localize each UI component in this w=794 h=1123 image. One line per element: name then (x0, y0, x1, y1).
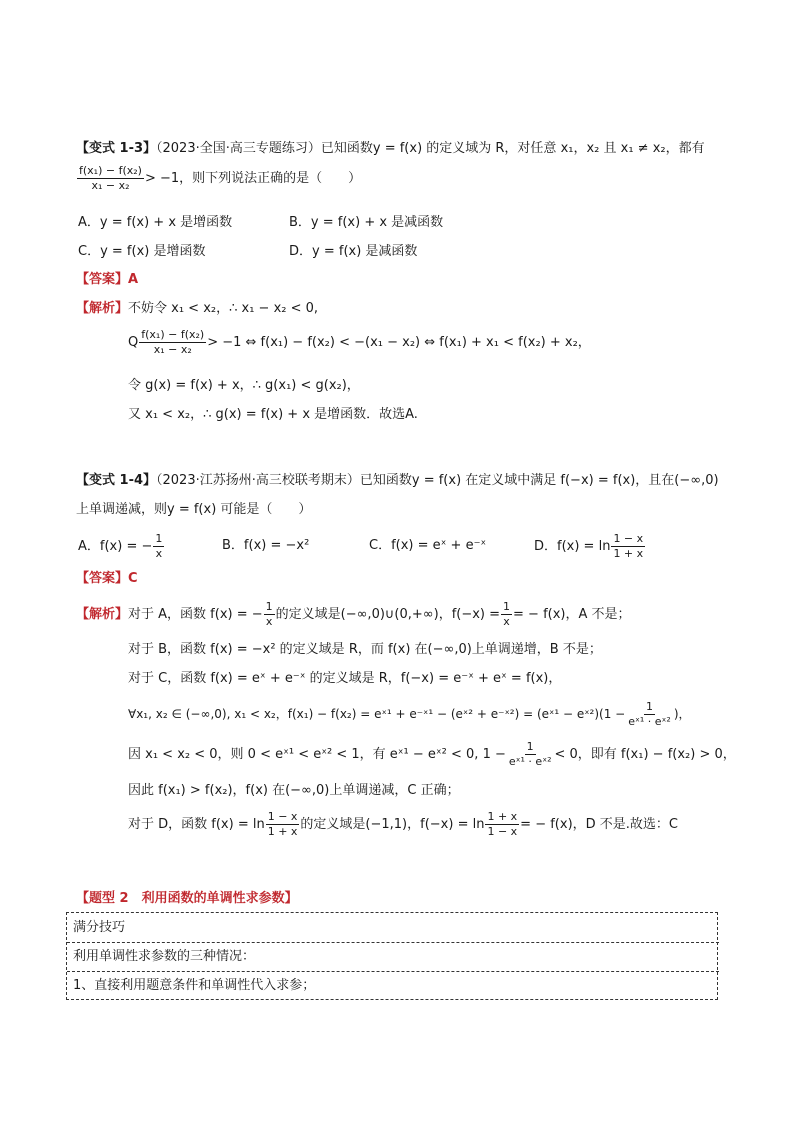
variant-1-4-stem: 【变式 1-4】（2023·江苏扬州·高三校联考期末）已知函数y = f(x) 在定义域中满足 f(−x) = f(x)，且在(−∞,0) (76, 473, 719, 488)
condition-fraction: $\frac{\text{f(x₁) − f(x₂)}}{\text{x₁ − x₂}}$ (79, 164, 142, 192)
v14-analysis-line-3: 对于 C，函数 f(x) = eˣ + e⁻ˣ 的定义域是 R，f(−x) = e⁻ˣ + eˣ = f(x)， (128, 671, 562, 686)
tips-box (66, 912, 718, 1000)
variant-1-3-source: （2023·全国·高三专题练习） (156, 141, 321, 156)
v14-analysis-line-6: 因此 f(x₁) > f(x₂)，f(x) 在(−∞,0)上单调递减，C 正确； (128, 783, 460, 798)
tips-title: 满分技巧 (73, 920, 126, 935)
v14-option-c: C．f(x) = eˣ + e⁻ˣ (369, 538, 487, 553)
variant-1-3-analysis-line-3: 令 g(x) = f(x) + x，∴ g(x₁) < g(x₂)， (128, 378, 360, 393)
v14-analysis-line-4: ∀x₁, x₂ ∈ (−∞,0), x₁ < x₂，f(x₁) − f(x₂) = eˣ¹ + e⁻ˣ¹ − (eˣ² + e⁻ˣ²) = (eˣ¹ − eˣ²)(1 − $\frac{1}{\text{eˣ¹ · eˣ²}}$ )， (128, 700, 691, 728)
variant-1-3-label: 【变式 1-3】 (76, 141, 157, 156)
condition-text: > −1，则下列说法正确的是（ ） (144, 171, 362, 186)
option-b: B．y = f(x) + x 是减函数 (289, 215, 444, 230)
variant-1-4-answer: 【答案】C (76, 571, 138, 586)
variant-1-3-answer: 【答案】A (76, 272, 139, 287)
variant-1-3-analysis-line-1: 【解析】不妨令 x₁ < x₂，∴ x₁ − x₂ < 0, (76, 301, 319, 316)
type-2-heading: 【题型 2 利用函数的单调性求参数】 (76, 891, 298, 906)
variant-1-3-condition (76, 164, 361, 193)
variant-1-3-analysis-line-4: 又 x₁ < x₂，∴ g(x) = f(x) + x 是增函数．故选A. (128, 407, 418, 422)
v14-analysis-line-7: 对于 D，函数 f(x) = ln $\frac{1 - x}{1 + x}$ 的定义域是(−1,1)，f(−x) = ln $\frac{1 + x}{1 - x}$ = − f(x)，D 不是.故选：C (128, 810, 678, 838)
v14-analysis-line-5: 因 x₁ < x₂ < 0，则 0 < eˣ¹ < eˣ² < 1，有 eˣ¹ − eˣ² < 0, 1 − $\frac{1}{\text{eˣ¹ · eˣ²}}$ < 0，即有 f(x₁) − f(x₂) > 0， (128, 740, 736, 768)
v14-analysis-line-1: 【解析】对于 A，函数 f(x) = − $\frac{1}{x}$ 的定义域是(−∞,0)∪(0,+∞)，f(−x) = $\frac{1}{x}$ = − f(x)，A 不是； (76, 600, 631, 628)
v14-option-d: D．f(x) = ln $\frac{1 - x}{1 + x}$ (534, 532, 644, 560)
variant-1-4-source: （2023·江苏扬州·高三校联考期末） (156, 473, 360, 488)
v14-option-b: B．f(x) = −x² (222, 538, 310, 553)
tips-line-1: 利用单调性求参数的三种情况： (73, 949, 256, 964)
analysis-label: 【解析】 (76, 301, 129, 316)
variant-1-4-label: 【变式 1-4】 (76, 473, 157, 488)
variant-1-3-stem-text: 已知函数y = f(x) 的定义域为 R，对任意 x₁，x₂ 且 x₁ ≠ x₂，都有 (320, 141, 705, 156)
variant-1-3-analysis-line-2: Q $\frac{\text{f(x₁) − f(x₂)}}{\text{x₁ − x₂}}$ > −1 ⇔ f(x₁) − f(x₂) < −(x₁ − x₂) ⇔ f(x₁) + x₁ < f(x₂) + x₂， (128, 328, 591, 356)
tips-divider-2 (67, 971, 719, 972)
option-c: C．y = f(x) 是增函数 (78, 244, 206, 259)
option-d: D．y = f(x) 是减函数 (289, 244, 418, 259)
tips-divider-1 (67, 942, 719, 943)
v14-analysis-line-2: 对于 B，函数 f(x) = −x² 的定义域是 R，而 f(x) 在(−∞,0)上单调递增，B 不是； (128, 642, 602, 657)
v14-option-a: A．f(x) = − $\frac{1}{x}$ (78, 532, 163, 560)
tips-line-2: 1、直接利用题意条件和单调性代入求参； (73, 978, 316, 993)
option-a: A．y = f(x) + x 是增函数 (78, 215, 233, 230)
variant-1-3-stem (76, 140, 705, 158)
variant-1-4-stem-2: 上单调递减，则y = f(x) 可能是（ ） (76, 502, 312, 517)
